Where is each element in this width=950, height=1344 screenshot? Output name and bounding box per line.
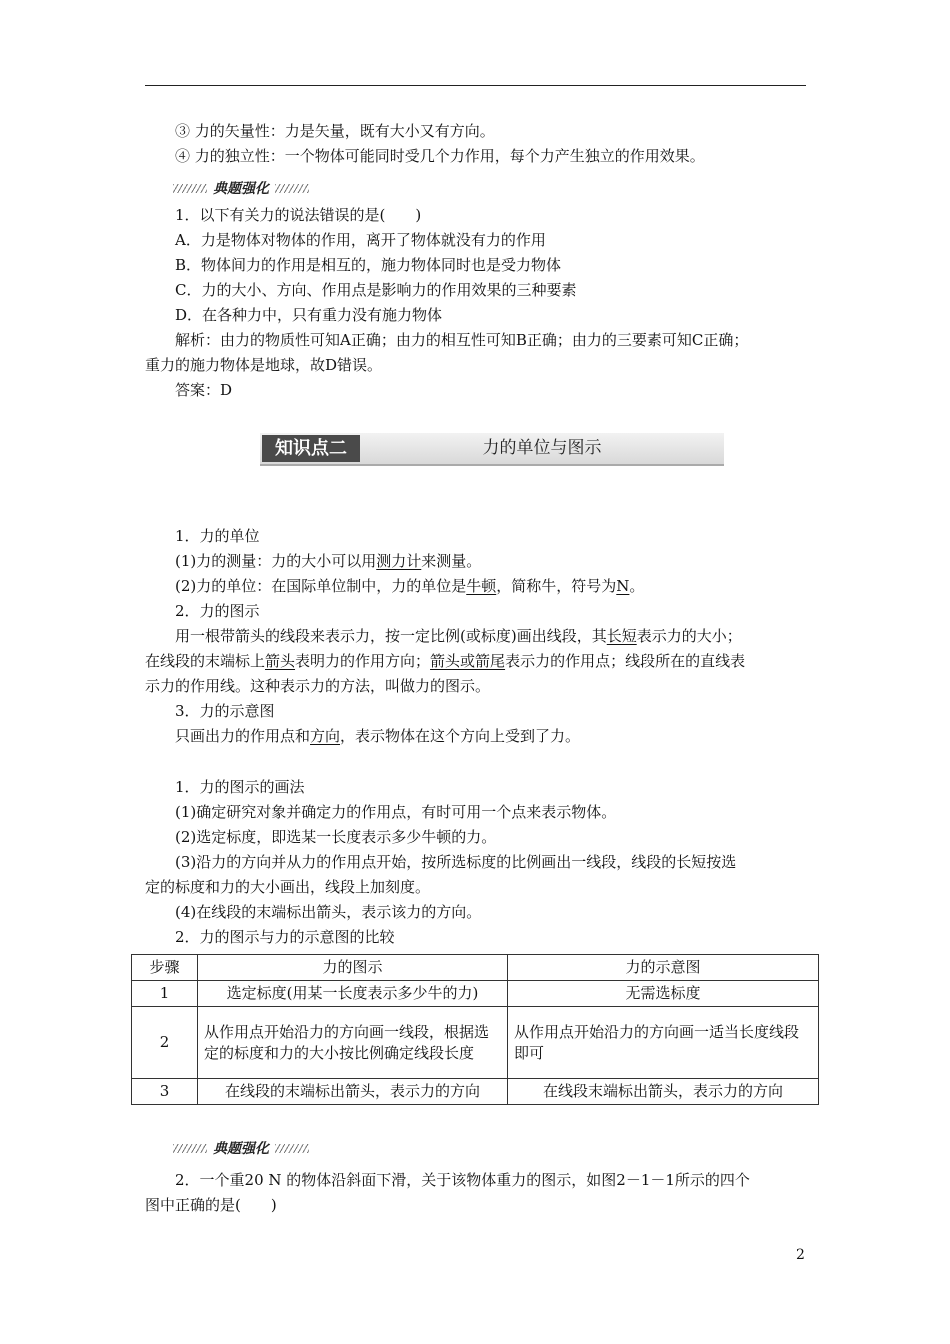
section-heading: 2．力的图示	[175, 602, 260, 620]
option-c: C．力的大小、方向、作用点是影响力的作用效果的三种要素	[175, 281, 577, 299]
question-stem: 2．一个重20 N 的物体沿斜面下滑，关于该物体重力的图示，如图2－1－1所示的四个	[175, 1171, 750, 1189]
answer-line: 答案：D	[175, 381, 233, 399]
option-a: A．力是物体对物体的作用，离开了物体就没有力的作用	[175, 231, 546, 249]
fill-in-answer: 测力计	[376, 552, 422, 570]
section-heading: 3．力的示意图	[175, 702, 275, 720]
table-row	[132, 1007, 819, 1079]
table-cell: 选定标度(用某一长度表示多少牛的力)	[198, 981, 508, 1007]
typical-question-banner	[173, 178, 309, 198]
fill-in-answer: 方向	[310, 727, 341, 745]
fill-in-answer: 长短	[606, 627, 637, 645]
text-line: 在线段的末端标上箭头表明力的作用方向；箭头或箭尾表示力的作用点；线段所在的直线表	[145, 652, 746, 670]
analysis-line: 重力的施力物体是地球，故D错误。	[145, 356, 383, 374]
section-heading: 2．力的图示与力的示意图的比较	[175, 928, 395, 946]
knowledge-point-title: 力的单位与图示	[482, 438, 602, 458]
fill-in-answer: 箭头或箭尾	[430, 652, 506, 670]
section-heading: 1．力的单位	[175, 527, 260, 545]
section-heading: 1．力的图示的画法	[175, 778, 305, 796]
table-header: 力的示意图	[508, 955, 819, 981]
table-header: 步骤	[132, 955, 198, 981]
question-stem: 1．以下有关力的说法错误的是( )	[175, 206, 422, 224]
knowledge-point-header	[260, 433, 724, 466]
hatch-decoration	[173, 184, 207, 193]
table-cell: 2	[132, 1007, 198, 1079]
fill-in-answer: N	[616, 577, 630, 595]
table-cell: 在线段末端标出箭头，表示力的方向	[508, 1079, 819, 1105]
text-line: 定的标度和力的大小画出，线段上加刻度。	[145, 878, 431, 896]
analysis-line: 解析：由力的物质性可知A正确；由力的相互性可知B正确；由力的三要素可知C正确；	[175, 331, 749, 349]
fill-in-answer: 牛顿	[466, 577, 497, 595]
table-cell: 1	[132, 981, 198, 1007]
text-line: (2)选定标度，即选某一长度表示多少牛顿的力。	[175, 828, 497, 846]
question-stem: 图中正确的是( )	[145, 1196, 277, 1214]
text-line: 示力的作用线。这种表示力的方法，叫做力的图示。	[145, 677, 491, 695]
table-cell: 无需选标度	[508, 981, 819, 1007]
table-row	[132, 1079, 819, 1105]
typical-question-banner	[173, 1138, 309, 1158]
text-line: (4)在线段的末端标出箭头，表示该力的方向。	[175, 903, 482, 921]
hatch-decoration	[173, 1144, 207, 1153]
banner-label: 典题强化	[213, 181, 269, 197]
text-line: (1)确定研究对象并确定力的作用点，有时可用一个点来表示物体。	[175, 803, 617, 821]
option-d: D．在各种力中，只有重力没有施力物体	[175, 306, 443, 324]
table-cell: 从作用点开始沿力的方向画一线段，根据选定的标度和力的大小按比例确定线段长度	[198, 1007, 508, 1079]
table-cell: 3	[132, 1079, 198, 1105]
text-line: 只画出力的作用点和方向，表示物体在这个方向上受到了力。	[175, 727, 581, 745]
table-cell: 在线段的末端标出箭头，表示力的方向	[198, 1079, 508, 1105]
page-number: 2	[796, 1247, 805, 1263]
text-line: 用一根带箭头的线段来表示力，按一定比例(或标度)画出线段，其长短表示力的大小；	[175, 627, 742, 645]
comparison-table	[131, 954, 819, 1105]
text-line: ④ 力的独立性：一个物体可能同时受几个力作用，每个力产生独立的作用效果。	[175, 147, 705, 165]
text-line: (1)力的测量：力的大小可以用测力计来测量。	[175, 552, 482, 570]
knowledge-point-label: 知识点二	[262, 435, 360, 462]
banner-label: 典题强化	[213, 1141, 269, 1157]
text-line: ③ 力的矢量性：力是矢量，既有大小又有方向。	[175, 122, 495, 140]
table-header: 力的图示	[198, 955, 508, 981]
text-line: (3)沿力的方向并从力的作用点开始，按所选标度的比例画出一线段，线段的长短按选	[175, 853, 737, 871]
table-row	[132, 981, 819, 1007]
table-header-row	[132, 955, 819, 981]
hatch-decoration	[275, 184, 309, 193]
header-rule	[145, 85, 806, 86]
fill-in-answer: 箭头	[265, 652, 296, 670]
text-line: (2)力的单位：在国际单位制中，力的单位是牛顿，简称牛，符号为N。	[175, 577, 645, 595]
option-b: B．物体间力的作用是相互的，施力物体同时也是受力物体	[175, 256, 562, 274]
hatch-decoration	[275, 1144, 309, 1153]
table-cell: 从作用点开始沿力的方向画一适当长度线段即可	[508, 1007, 819, 1079]
